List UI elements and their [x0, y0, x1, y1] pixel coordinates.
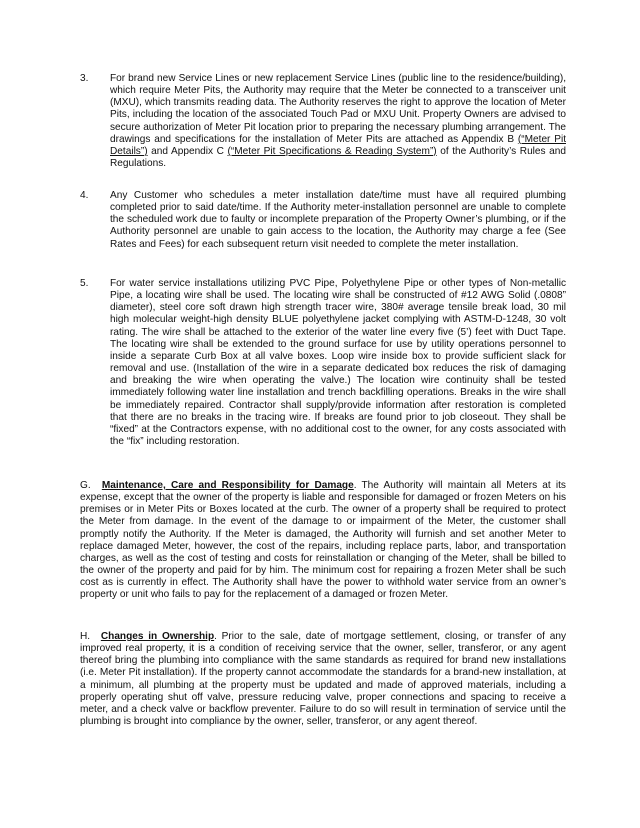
section-letter: G. — [80, 480, 91, 491]
item-number: 5. — [80, 278, 89, 289]
item-number: 3. — [80, 73, 89, 84]
item-text: For brand new Service Lines or new replacement Service Lines (public line to the residence/building), which require Meter Pits, the Authority may require that the Meter be connected to a transceiver unit (MXU), which transmits reading data. The Authority reserves the right to approve the location of Meter Pits, including the location of the associated Touch Pad or MXU Unit. Property Owners are advised to secure authorization of Meter Pit location prior to preparing the necessary plumbing arrangement. The drawings and specifications for the installation of Meter Pits are attached as Appendix B — [110, 73, 566, 145]
item-text: Any Customer who schedules a meter installation date/time must have all required plumbing completed prior to said date/time. If the Authority meter-installation personnel are unable to complete the scheduled work due to faulty or incomplete preparation of the Property Owner’s plumbing, or if the Authority personnel are unable to gain access to the location, the Authority may charge a fee (See Rates and Fees) for each subsequent return visit needed to complete the meter installation. — [110, 190, 566, 250]
appendix-b-reference: (“Meter Pit Details”) — [110, 133, 566, 157]
section-h — [80, 631, 566, 728]
section-heading: Maintenance, Care and Responsibility for Damage — [101, 480, 354, 491]
section-heading: Changes in Ownership — [100, 631, 215, 642]
appendix-c-reference: (“Meter Pit Specifications & Reading System”) — [227, 145, 437, 157]
item-text: and Appendix C — [147, 145, 228, 157]
item-text: of the Authority’s Rules and Regulations. — [110, 145, 566, 170]
section-text: . Prior to the sale, date of mortgage settlement, closing, or transfer of any improved real property, it is a condition of receiving service that the owner, seller, transferor, or any agent thereof bring the plumbing into compliance with the same standards as required for brand new installations (i.e. Meter Pit installation). If the property cannot accommodate the standards for a brand-new installation, at a minimum, all plumbing at the property must be updated and made of approved materials, including a properly operating shut off valve, pressure reducing valve, proper connections and spacing to receive a meter, and a check valve or backflow preventer. Failure to do so will result in termination of service until the plumbing is brought into compliance by the owner, seller, transferor, or any agent thereof. — [80, 631, 566, 728]
item-text: For water service installations utilizing PVC Pipe, Polyethylene Pipe or other types of Non-metallic Pipe, a locating wire shall be used. The locating wire shall be constructed of #12 AWG Solid (.0808” diameter), steel core soft drawn high strength tracer wire, 380# average tensile break load, 30 mil high molecular weight-high density BLUE polyethylene jacket complying with ASTM-D-1248, 30 volt rating. The wire shall be attached to the exterior of the water line every five (5’) feet with Duct Tape. The locating wire shall be extended to the ground surface for use by utility operations personnel to inside a separate Curb Box at all valve boxes. Loop wire inside box to provide sufficient slack for removal and use. (Installation of the wire in a separate dedicated box reduces the risk of damaging and breaking the wire when operating the valve.) The location wire continuity shall be tested immediately following water line installation and trench backfilling operations. Breaks in the wire shall be immediately repaired. Contractor shall supply/provide information after restoration is completed that there are no breaks in the tracing wire. If breaks are found prior to job closeout. They shall be “fixed” at the Contractors expense, with no additional cost to the owner, for any costs associated with the “fix” including restoration. — [110, 278, 566, 448]
section-g — [80, 480, 566, 602]
item-number: 4. — [80, 190, 89, 201]
section-letter: H. — [80, 631, 91, 642]
section-text: . The Authority will maintain all Meters at its expense, except that the owner of the property is liable and responsible for damaged or frozen Meters on his premises or in Meter Pits or Boxes located at the curb. The owner of a property shall be required to protect the Meter from damage. In the event of the damage to or impairment of the Meter, the customer shall promptly notify the Authority. If the Meter is damaged, the Authority will furnish and set another Meter to replace damaged Meter, however, the cost of the repairs, including replace parts, labor, and transportation charges, as well as the cost of testing and costs for reinstallation or changing of the Meter, shall be billed to the owner of the property and paid for by him. The minimum cost for repairing a frozen Meter shall be such cost as is currently in effect. The Authority shall have the power to withhold water service from an owner’s property or unit who fails to pay for the replacement of a damaged or frozen Meter. — [80, 480, 566, 601]
item-body — [110, 73, 566, 170]
